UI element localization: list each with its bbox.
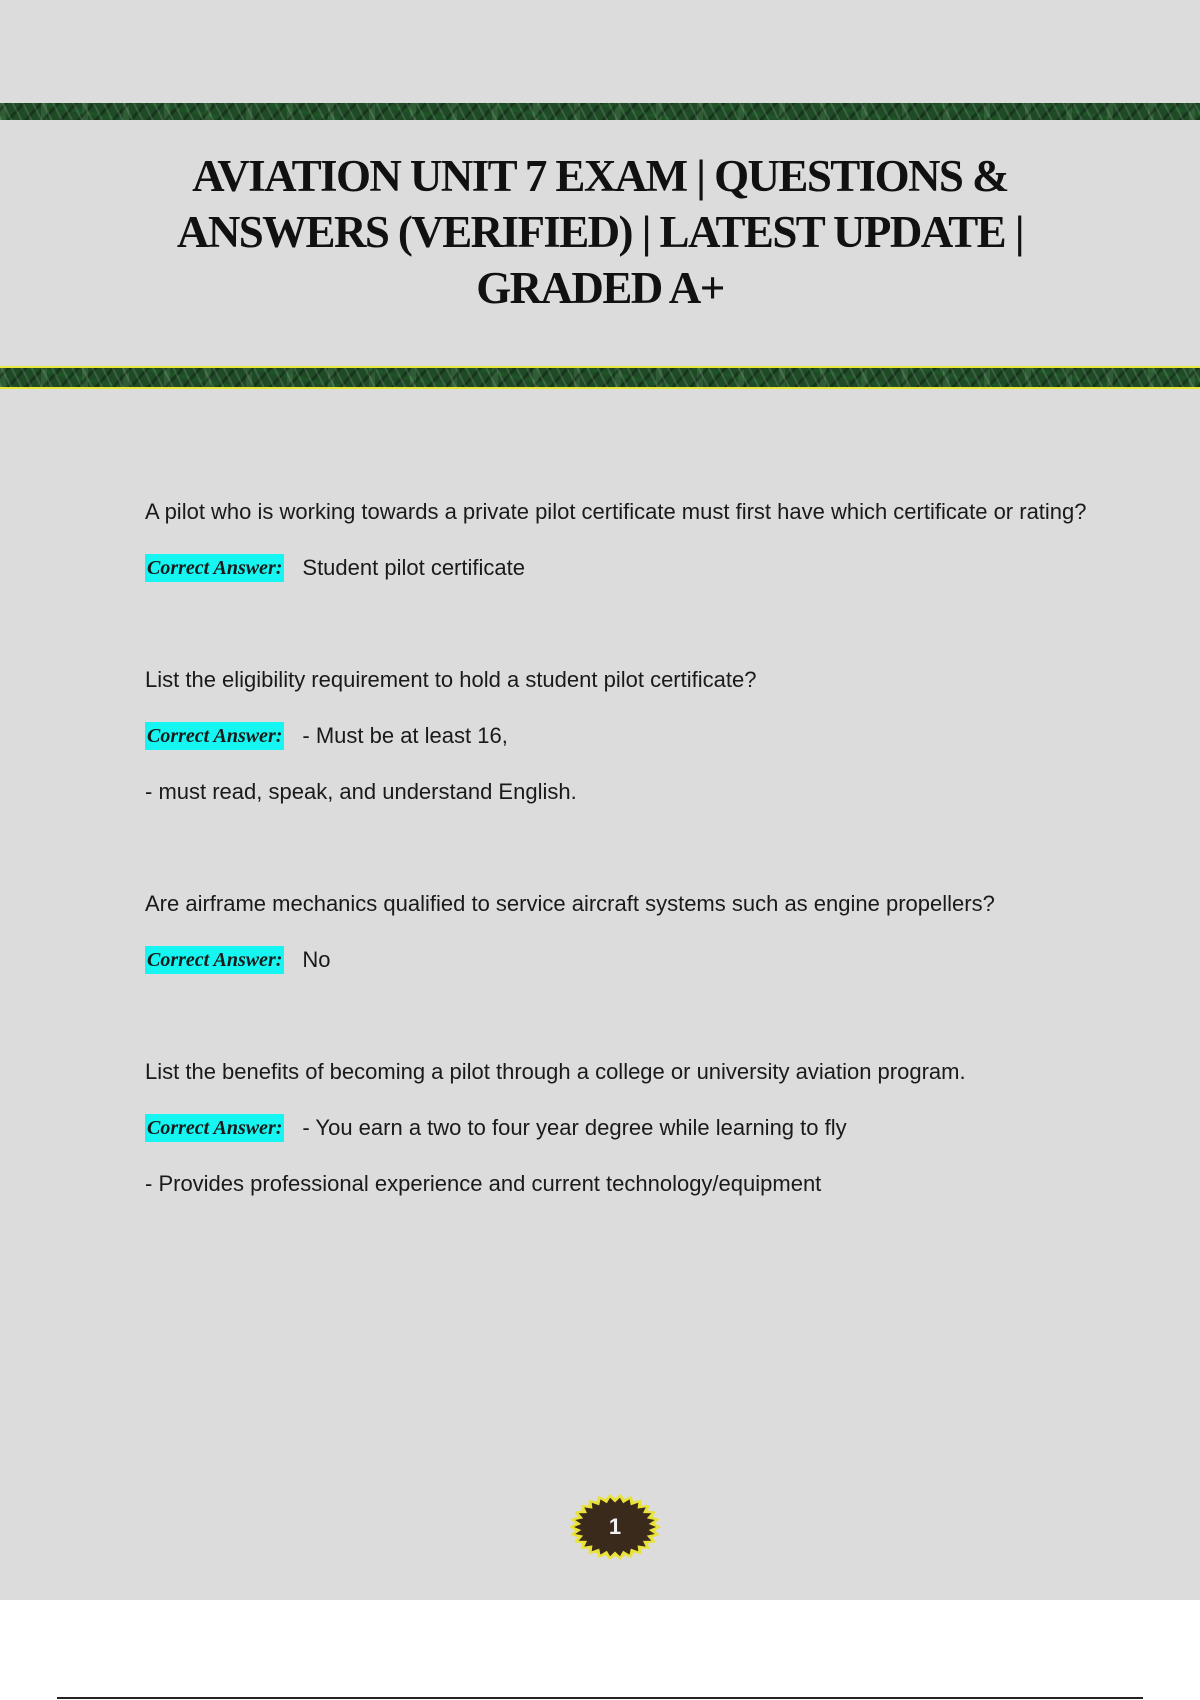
question-text: A pilot who is working towards a private pilot certificate must first have which certificate or rating? [145, 499, 1087, 524]
header-top-band [0, 103, 1200, 120]
qa-item [145, 484, 1095, 596]
question-text: List the benefits of becoming a pilot through a college or university aviation program. [145, 1059, 966, 1084]
document-title: AVIATION UNIT 7 EXAM | QUESTIONS & ANSWERS (VERIFIED) | LATEST UPDATE | GRADED A+ [176, 151, 1024, 313]
qa-item [145, 876, 1095, 988]
page-number-badge [567, 1493, 663, 1561]
answer-row [145, 540, 1095, 596]
answer-text: No [302, 947, 331, 972]
qa-list [145, 484, 1095, 1268]
answer-continuation: - Provides professional experience and current technology/equipment [145, 1171, 822, 1196]
question-text: List the eligibility requirement to hold a student pilot certificate? [145, 667, 757, 692]
answer-row [145, 932, 1095, 988]
question-text: Are airframe mechanics qualified to service aircraft systems such as engine propellers? [145, 891, 995, 916]
answer-text: Student pilot certificate [302, 555, 525, 580]
answer-continuation: - must read, speak, and understand English. [145, 779, 577, 804]
page-number: 1 [608, 1514, 622, 1539]
correct-answer-label: Correct Answer: [145, 946, 284, 974]
correct-answer-label: Correct Answer: [145, 1114, 284, 1142]
qa-item [145, 1044, 1095, 1212]
qa-item [145, 652, 1095, 820]
answer-row [145, 1100, 1095, 1156]
correct-answer-label: Correct Answer: [145, 554, 284, 582]
answer-text: - You earn a two to four year degree while learning to fly [302, 1115, 847, 1140]
answer-text: - Must be at least 16, [302, 723, 508, 748]
footer-divider [57, 1697, 1143, 1699]
correct-answer-label: Correct Answer: [145, 722, 284, 750]
header-bottom-band [0, 366, 1200, 389]
answer-row [145, 708, 1095, 764]
